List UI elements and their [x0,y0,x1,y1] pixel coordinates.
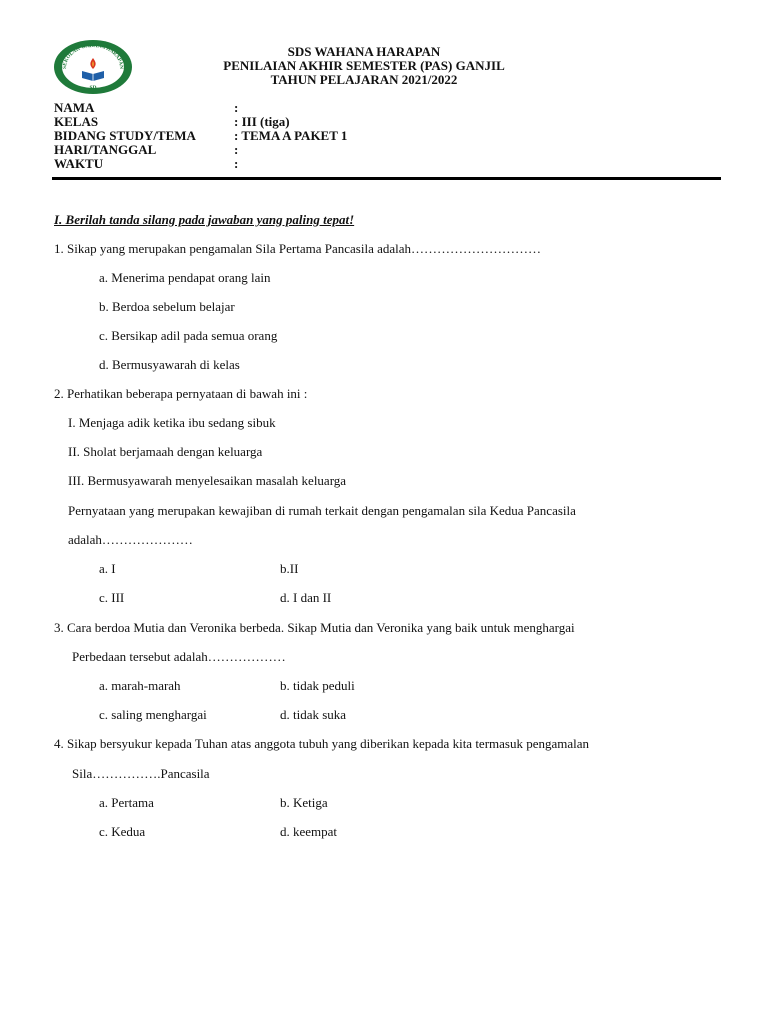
q1-option-a: a. Menerima pendapat orang lain [99,270,271,285]
identity-value: : [234,100,239,115]
identity-value: : [234,142,239,157]
identity-label: NAMA [54,100,95,115]
school-name: SDS WAHANA HARAPAN [287,44,441,59]
q2-option-c: c. III [99,590,125,605]
q4-option-a: a. Pertama [99,795,154,810]
q3-option-b: b. tidak peduli [280,678,355,693]
question-3-cont: Perbedaan tersebut adalah……………… [72,649,286,664]
identity-value: : TEMA A PAKET 1 [234,128,348,143]
q3-option-a: a. marah-marah [99,678,181,693]
identity-label: HARI/TANGGAL [54,142,157,157]
identity-label: WAKTU [54,156,104,171]
q3-option-d: d. tidak suka [280,707,347,722]
q4-option-c: c. Kedua [99,824,146,839]
q3-option-c: c. saling menghargai [99,707,207,722]
school-logo [52,38,134,96]
logo-initials: SD [89,85,97,91]
q2-option-a: a. I [99,561,116,576]
q2-option-d: d. I dan II [280,590,332,605]
logo-arc-text: SEKOLAH WAHANA HARAPAN [61,42,125,70]
exam-title: PENILAIAN AKHIR SEMESTER (PAS) GANJIL [223,58,505,73]
q2-prompt-cont: adalah………………… [68,532,193,547]
q2-statement-2: II. Sholat berjamaah dengan keluarga [68,444,263,459]
header-divider [52,177,721,180]
question-3: 3. Cara berdoa Mutia dan Veronika berbeda. Sikap Mutia dan Veronika yang baik untuk menghargai [54,620,575,635]
q4-option-d: d. keempat [280,824,338,839]
identity-value: : [234,156,239,171]
academic-year: TAHUN PELAJARAN 2021/2022 [270,72,458,87]
section-instruction: I. Berilah tanda silang pada jawaban yang paling tepat! [54,212,355,227]
question-4: 4. Sikap bersyukur kepada Tuhan atas anggota tubuh yang diberikan kepada kita termasuk pengamalan [54,736,590,751]
q1-option-b: b. Berdoa sebelum belajar [99,299,235,314]
identity-label: BIDANG STUDY/TEMA [54,128,196,143]
q2-statement-3: III. Bermusyawarah menyelesaikan masalah keluarga [68,473,347,488]
q4-option-b: b. Ketiga [280,795,328,810]
question-1: 1. Sikap yang merupakan pengamalan Sila Pertama Pancasila adalah………………………… [54,241,542,256]
q2-prompt: Pernyataan yang merupakan kewajiban di rumah terkait dengan pengamalan sila Kedua Pancasila [68,503,576,518]
q1-option-c: c. Bersikap adil pada semua orang [99,328,278,343]
identity-value: : III (tiga) [234,114,290,129]
question-4-cont: Sila…………….Pancasila [72,766,210,781]
q2-option-b: b.II [280,561,299,576]
q2-statement-1: I. Menjaga adik ketika ibu sedang sibuk [68,415,276,430]
question-2: 2. Perhatikan beberapa pernyataan di bawah ini : [54,386,308,401]
identity-label: KELAS [54,114,99,129]
q1-option-d: d. Bermusyawarah di kelas [99,357,240,372]
